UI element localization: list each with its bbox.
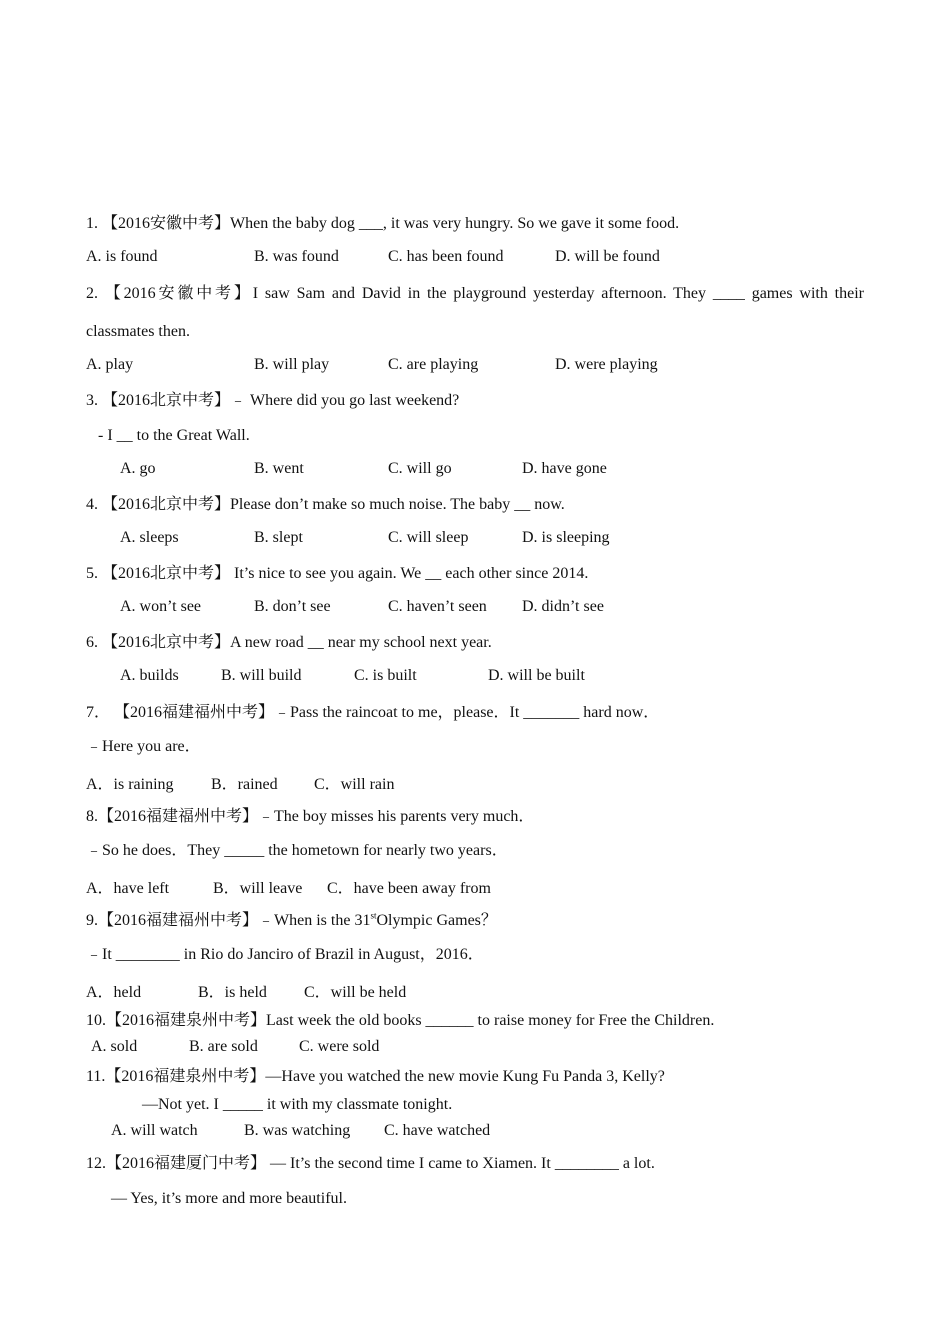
dialogue-reply: - I __ to the Great Wall. — [98, 427, 250, 444]
option-b[interactable]: B. don’t see — [254, 598, 331, 615]
question-text: Olympic Games？ — [376, 912, 497, 929]
question-text: ﹣ Where did you go last weekend? — [230, 392, 460, 409]
option-c[interactable]: C．will rain — [314, 776, 395, 793]
option-d[interactable]: D. will be built — [488, 667, 585, 684]
question-5 — [86, 563, 588, 585]
question-10 — [86, 1010, 714, 1032]
option-a[interactable]: A．is raining — [86, 776, 174, 793]
question-text: When the baby dog ___, it was very hungry. So we gave it some food. — [230, 215, 680, 232]
question-number: 1. — [86, 215, 98, 232]
exam-tag: 【2016福建福州中考】 — [98, 808, 259, 825]
option-b[interactable]: B. are sold — [189, 1038, 258, 1055]
question-number: 4. — [86, 496, 98, 513]
option-a[interactable]: A. will watch — [111, 1122, 198, 1139]
dialogue-reply: ﹣Here you are． — [86, 738, 201, 755]
ordinal-suffix: st — [370, 910, 377, 921]
dialogue-reply: — Yes, it’s more and more beautiful. — [111, 1190, 347, 1207]
option-a[interactable]: A. sold — [91, 1038, 138, 1055]
option-b[interactable]: B. will build — [221, 667, 302, 684]
question-number: 2. — [86, 285, 98, 302]
option-c[interactable]: C. have watched — [384, 1122, 491, 1139]
option-a[interactable]: A. go — [120, 460, 156, 477]
exam-tag: 【2016安徽中考】 — [102, 215, 231, 232]
exam-tag: 【2016福建泉州中考】 — [105, 1068, 266, 1085]
question-text: — It’s the second time I came to Xiamen. It ________ a lot. — [270, 1155, 655, 1172]
exam-tag: 【2016北京中考】 — [102, 634, 231, 651]
exam-tag: 【2016福建福州中考】 — [114, 704, 275, 721]
option-b[interactable]: B. will play — [254, 356, 330, 373]
question-text: It’s nice to see you again. We __ each other since 2014. — [234, 565, 589, 582]
option-c[interactable]: C. is built — [354, 667, 417, 684]
option-b[interactable]: B．is held — [198, 984, 267, 1001]
exam-tag: 【2016北京中考】 — [102, 565, 231, 582]
dialogue-reply: ﹣So he does．They _____ the hometown for nearly two years． — [86, 842, 508, 859]
question-text: A new road __ near my school next year. — [230, 634, 492, 651]
question-text: I saw Sam and David in the playground yesterday afternoon. They ____ games with their — [252, 285, 865, 302]
option-a[interactable]: A. builds — [120, 667, 179, 684]
exam-tag: 【2016北京中考】 — [102, 496, 231, 513]
question-number: 5. — [86, 565, 98, 582]
exam-tag: 【2016福建厦门中考】 — [106, 1155, 267, 1172]
question-7 — [86, 702, 659, 724]
question-number: 12. — [86, 1155, 106, 1172]
question-8 — [86, 806, 534, 828]
option-c[interactable]: C. will go — [388, 460, 452, 477]
option-c[interactable]: C. has been found — [388, 248, 504, 265]
question-number: 9. — [86, 912, 98, 929]
question-text: Please don’t make so much noise. The baby __ now. — [230, 496, 565, 513]
option-c[interactable]: C. will sleep — [388, 529, 469, 546]
option-c[interactable]: C．will be held — [304, 984, 407, 1001]
exam-tag: 【2016福建福州中考】 — [98, 912, 259, 929]
question-1 — [86, 213, 679, 235]
option-c[interactable]: C．have been away from — [327, 880, 491, 897]
exam-tag: 【2016福建泉州中考】 — [106, 1012, 267, 1029]
question-2 — [86, 283, 864, 305]
question-number: 3. — [86, 392, 98, 409]
question-3 — [86, 390, 459, 412]
option-d[interactable]: D. have gone — [522, 460, 607, 477]
option-b[interactable]: B．will leave — [213, 880, 303, 897]
question-12 — [86, 1153, 655, 1175]
option-b[interactable]: B. was found — [254, 248, 339, 265]
option-a[interactable]: A．have left — [86, 880, 170, 897]
option-b[interactable]: B. was watching — [244, 1122, 351, 1139]
option-a[interactable]: A．held — [86, 984, 142, 1001]
exam-tag: 【2016安徽中考】 — [104, 285, 253, 302]
question-text: ﹣Pass the raincoat to me，please．It _______ hard now． — [274, 704, 660, 721]
question-number: 6. — [86, 634, 98, 651]
option-a[interactable]: A. is found — [86, 248, 158, 265]
option-d[interactable]: D. will be found — [555, 248, 660, 265]
question-text: ﹣When is the 31 — [258, 912, 371, 929]
option-b[interactable]: B. slept — [254, 529, 303, 546]
dialogue-reply: ﹣It ________ in Rio do Janciro of Brazil in August，2016． — [86, 946, 484, 963]
question-number: 10. — [86, 1012, 106, 1029]
option-a[interactable]: A. play — [86, 356, 134, 373]
question-number: 8. — [86, 808, 98, 825]
option-a[interactable]: A. sleeps — [120, 529, 179, 546]
question-text: —Have you watched the new movie Kung Fu Panda 3, Kelly? — [265, 1068, 665, 1085]
option-c[interactable]: C. were sold — [299, 1038, 380, 1055]
question-11 — [86, 1066, 665, 1088]
option-d[interactable]: D. didn’t see — [522, 598, 604, 615]
question-text-continued: classmates then. — [86, 323, 190, 340]
question-4 — [86, 494, 565, 516]
question-text: ﹣The boy misses his parents very much． — [258, 808, 535, 825]
question-text: Last week the old books ______ to raise money for Free the Children. — [266, 1012, 715, 1029]
option-d[interactable]: D. is sleeping — [522, 529, 610, 546]
option-c[interactable]: C. are playing — [388, 356, 479, 373]
dialogue-reply: —Not yet. I _____ it with my classmate tonight. — [142, 1096, 453, 1113]
option-b[interactable]: B．rained — [211, 776, 278, 793]
option-c[interactable]: C. haven’t seen — [388, 598, 487, 615]
option-a[interactable]: A. won’t see — [120, 598, 202, 615]
question-number: 7． — [86, 704, 111, 721]
question-6 — [86, 632, 492, 654]
exam-tag: 【2016北京中考】 — [102, 392, 231, 409]
option-b[interactable]: B. went — [254, 460, 304, 477]
question-number: 11. — [86, 1068, 106, 1085]
option-d[interactable]: D. were playing — [555, 356, 658, 373]
question-9 — [86, 910, 497, 932]
